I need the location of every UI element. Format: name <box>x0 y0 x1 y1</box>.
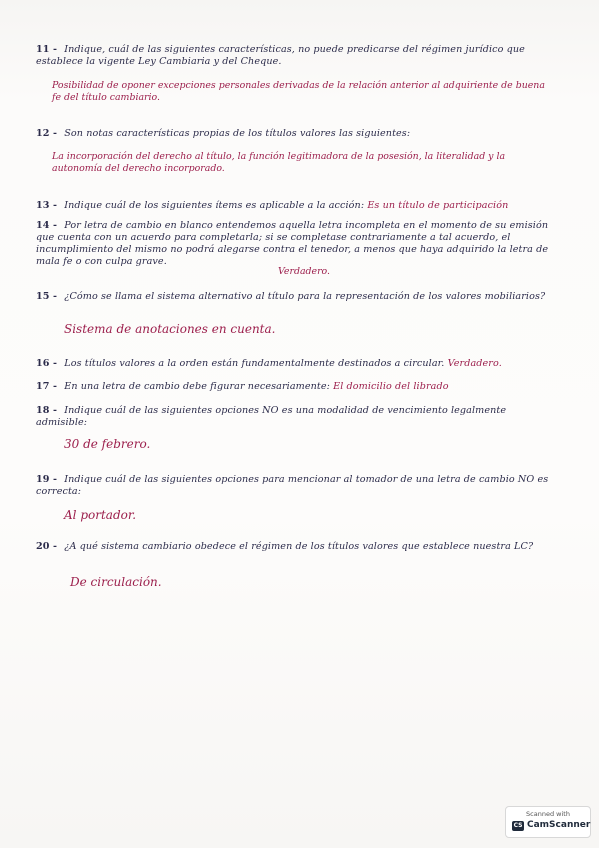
question-number: 20 - <box>36 541 58 552</box>
question-11 <box>36 44 556 68</box>
question-number: 14 - <box>36 220 58 231</box>
question-12 <box>36 128 556 140</box>
question-15 <box>36 291 556 303</box>
answer-16: Verdadero. <box>447 358 502 369</box>
question-text: Indique cuál de las siguientes opciones NO es una modalidad de vencimiento legalmente admisible: <box>36 405 507 428</box>
question-14 <box>36 220 556 268</box>
camscanner-watermark <box>505 806 591 838</box>
answer-11: Posibilidad de oponer excepciones personales derivadas de la relación anterior al adquiriente de buena fe del título cambiario. <box>52 80 545 103</box>
question-number: 19 - <box>36 474 58 485</box>
question-13 <box>36 200 556 212</box>
question-19 <box>36 474 556 498</box>
question-number: 13 - <box>36 200 58 211</box>
question-number: 18 - <box>36 405 58 416</box>
question-text: Indique cuál de las siguientes opciones para mencionar al tomador de una letra de cambio NO es correcta: <box>36 474 549 497</box>
question-text: Por letra de cambio en blanco entendemos aquella letra incompleta en el momento de su emisión que cuenta con un acuerdo para completarla; si se completase contrariamente a tal acuerdo, el incumplimiento del mismo no podrá alegarse contra el tenedor, a menos que haya adquirido la letra de mala fe o con culpa grave. <box>36 220 549 267</box>
question-text: En una letra de cambio debe figurar necesariamente: <box>64 381 330 392</box>
answer-18: 30 de febrero. <box>64 437 151 451</box>
answer-20: De circulación. <box>70 575 162 589</box>
question-text: ¿A qué sistema cambiario obedece el régimen de los títulos valores que establece nuestra LC? <box>64 541 534 552</box>
question-number: 12 - <box>36 128 58 139</box>
question-text: Los títulos valores a la orden están fundamentalmente destinados a circular. <box>64 358 445 369</box>
question-number: 16 - <box>36 358 58 369</box>
question-20 <box>36 541 556 553</box>
answer-12: La incorporación del derecho al título, la función legitimadora de la posesión, la literalidad y la autonomía del derecho incorporado. <box>52 151 506 174</box>
watermark-brand: CamScanner <box>527 820 591 830</box>
question-number: 11 - <box>36 44 58 55</box>
question-number: 17 - <box>36 381 58 392</box>
question-text: ¿Cómo se llama el sistema alternativo al título para la representación de los valores mobiliarios? <box>64 291 546 302</box>
question-18 <box>36 405 556 429</box>
question-number: 15 - <box>36 291 58 302</box>
watermark-caption: Scanned with <box>526 810 570 818</box>
question-17 <box>36 381 556 393</box>
question-16 <box>36 358 556 370</box>
question-text: Son notas características propias de los títulos valores las siguientes: <box>64 128 411 139</box>
answer-13: Es un título de participación <box>367 200 509 211</box>
question-text: Indique, cuál de las siguientes características, no puede predicarse del régimen jurídico que establece la vigente Ley Cambiaria y del Cheque. <box>36 44 525 67</box>
question-text: Indique cuál de los siguientes ítems es aplicable a la acción: <box>64 200 365 211</box>
answer-15: Sistema de anotaciones en cuenta. <box>64 322 276 336</box>
camscanner-logo-icon: CS <box>513 822 523 829</box>
answer-14: Verdadero. <box>278 266 331 277</box>
answer-19: Al portador. <box>64 508 137 522</box>
answer-17: El domicilio del librado <box>333 381 449 392</box>
